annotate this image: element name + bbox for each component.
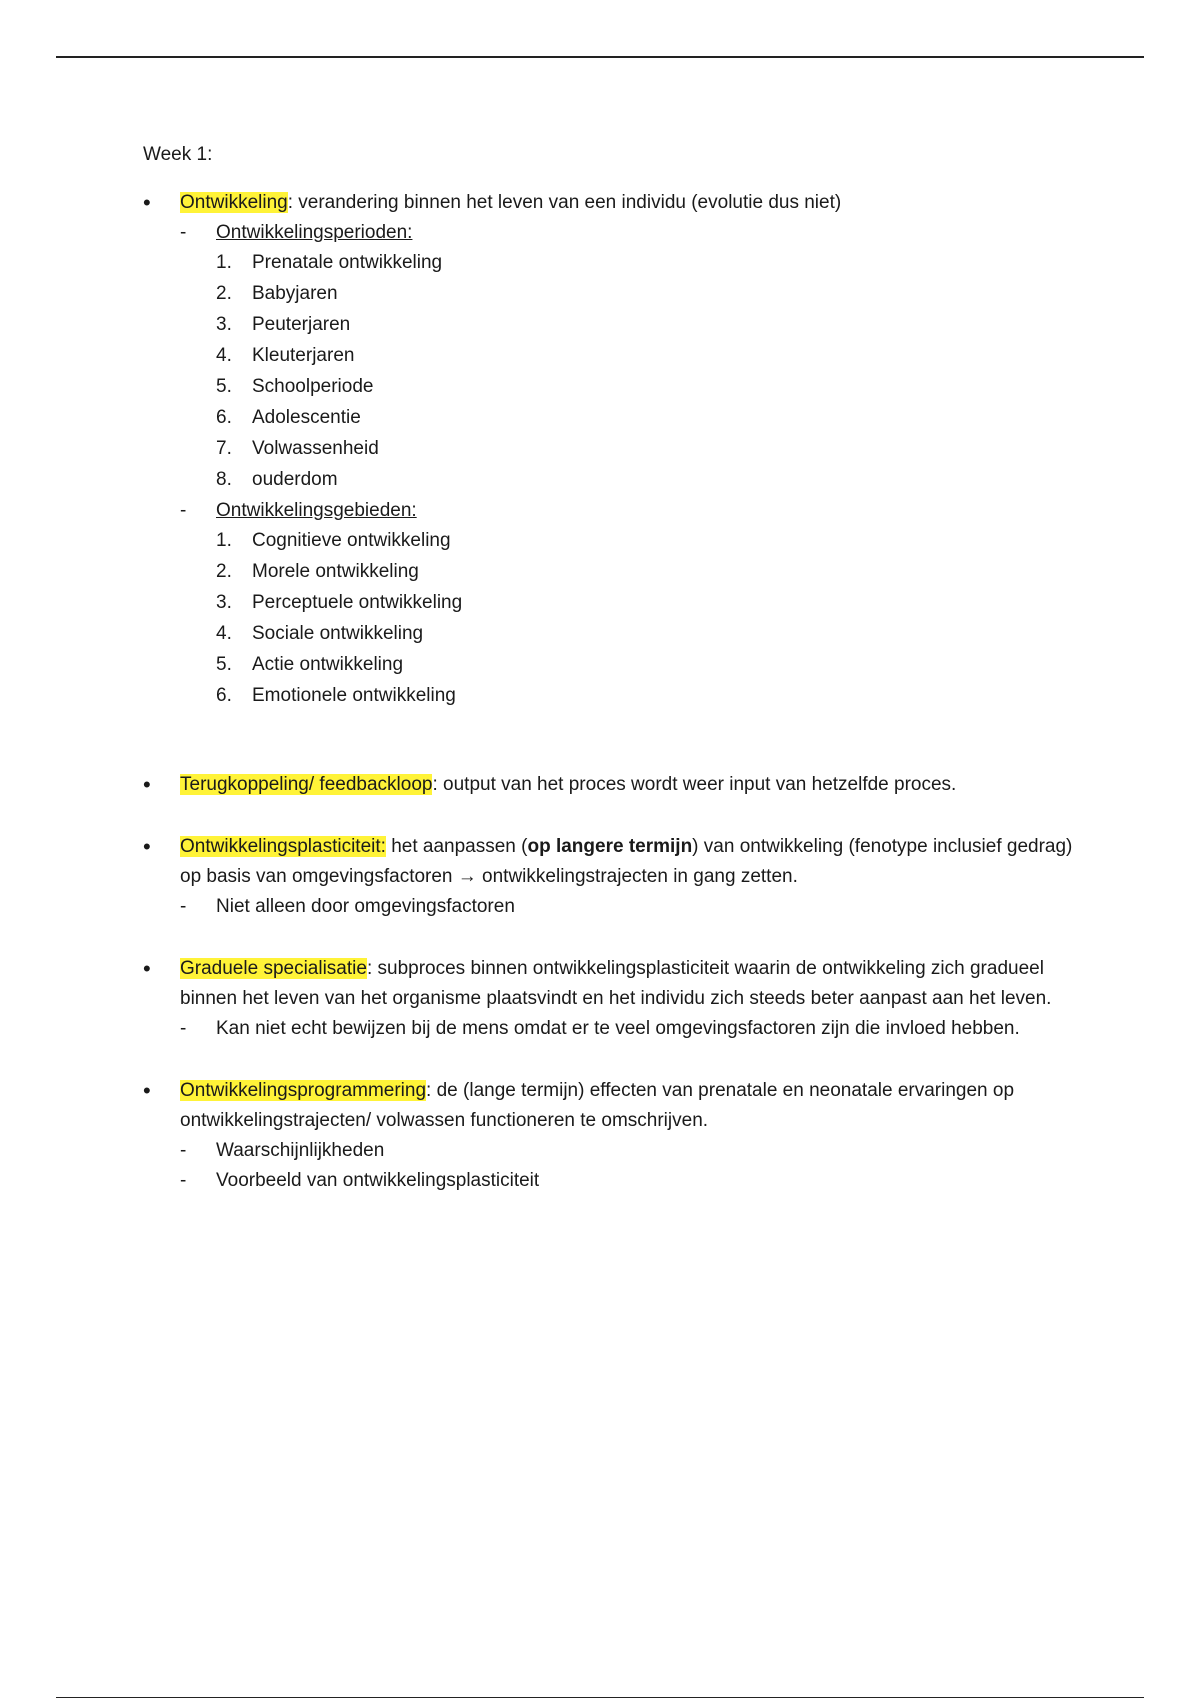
list-item: 2. Morele ontwikkeling: [216, 561, 419, 582]
bullet-icon: •: [143, 772, 151, 797]
term-highlight: Ontwikkelingsplasticiteit:: [180, 836, 386, 857]
list-item: 2. Babyjaren: [216, 283, 338, 304]
entry-ontwikkeling-subs: [143, 218, 1083, 712]
entry-terugkoppeling: [143, 770, 1083, 800]
dash-icon: -: [180, 896, 187, 917]
term-highlight: Graduele specialisatie: [180, 958, 367, 979]
sub-heading: [180, 496, 1083, 526]
note-text: Niet alleen door omgevingsfactoren: [216, 896, 515, 917]
week-heading: Week 1:: [143, 144, 213, 165]
note-text: Voorbeeld van ontwikkelingsplasticiteit: [216, 1170, 540, 1191]
list-item: 3. Perceptuele ontwikkeling: [216, 592, 463, 613]
note: [180, 1166, 1083, 1196]
bullet-icon: •: [143, 1078, 151, 1103]
sub-label: Ontwikkelingsperioden:: [216, 222, 413, 243]
note-text: Kan niet echt bewijzen bij de mens omdat er te veel omgevingsfactoren zijn die invloed hebben.: [216, 1018, 1020, 1039]
term-highlight: Ontwikkeling: [180, 192, 288, 213]
list-item: 1. Cognitieve ontwikkeling: [216, 530, 451, 551]
note: [180, 1014, 1083, 1044]
bullet-icon: •: [143, 956, 151, 981]
definition-text: ) van ontwikkeling (fenotype inclusief gedrag) op basis van omgevingsfactoren → ontwikkelingstrajecten in gang zetten.: [180, 836, 1073, 887]
definition-text: : subproces binnen ontwikkelingsplasticiteit waarin de ontwikkeling zich gradueel binnen het leven van het organisme plaatsvindt en het individu zich steeds beter aanpast aan het leven.: [180, 958, 1052, 1009]
list-item: 5. Schoolperiode: [216, 376, 374, 397]
footer-rule: [56, 1697, 1144, 1698]
dash-icon: -: [180, 222, 187, 243]
term-highlight: Terugkoppeling/ feedbackloop: [180, 774, 433, 795]
definition-text: : verandering binnen het leven van een individu (evolutie dus niet): [287, 192, 842, 213]
document-body: [143, 140, 1083, 1196]
list-item: 5. Actie ontwikkeling: [216, 654, 404, 675]
definition-text: het aanpassen (: [385, 836, 528, 857]
header-rule: [56, 56, 1144, 58]
note-text: Waarschijnlijkheden: [216, 1140, 385, 1161]
dash-icon: -: [180, 1018, 187, 1039]
sub-heading: [180, 218, 1083, 248]
list-item: 7. Volwassenheid: [216, 438, 379, 459]
bullet-icon: •: [143, 834, 151, 859]
entry-ontwikkelingsprogrammering: [143, 1076, 1083, 1136]
entry-ontwikkeling: [143, 188, 1083, 218]
list-item: 4. Sociale ontwikkeling: [216, 623, 424, 644]
list-item: 4. Kleuterjaren: [216, 345, 355, 366]
dash-icon: -: [180, 1140, 187, 1161]
numbered-list-periods: [180, 248, 1083, 496]
entry-ontwikkelingsplasticiteit: [143, 832, 1083, 892]
definition-text: : de (lange termijn) effecten van prenatale en neonatale ervaringen op ontwikkelingstrajecten/ volwassen functioneren te omschrijven.: [180, 1080, 1015, 1131]
dash-icon: -: [180, 1170, 187, 1191]
numbered-list-areas: [180, 526, 1083, 712]
definition-text: : output van het proces wordt weer input van hetzelfde proces.: [432, 774, 957, 795]
sub-label: Ontwikkelingsgebieden:: [216, 500, 417, 521]
list-item: 6. Adolescentie: [216, 407, 361, 428]
list-item: 3. Peuterjaren: [216, 314, 351, 335]
entry-graduele-specialisatie: [143, 954, 1083, 1014]
list-item: 1. Prenatale ontwikkeling: [216, 252, 443, 273]
note: [180, 1136, 1083, 1166]
term-highlight: Ontwikkelingsprogrammering: [180, 1080, 427, 1101]
note: [180, 892, 1083, 922]
bullet-icon: •: [143, 190, 151, 215]
list-item: 8. ouderdom: [216, 469, 338, 490]
dash-icon: -: [180, 500, 187, 521]
list-item: 6. Emotionele ontwikkeling: [216, 685, 456, 706]
definition-bold: op langere termijn: [527, 836, 693, 857]
